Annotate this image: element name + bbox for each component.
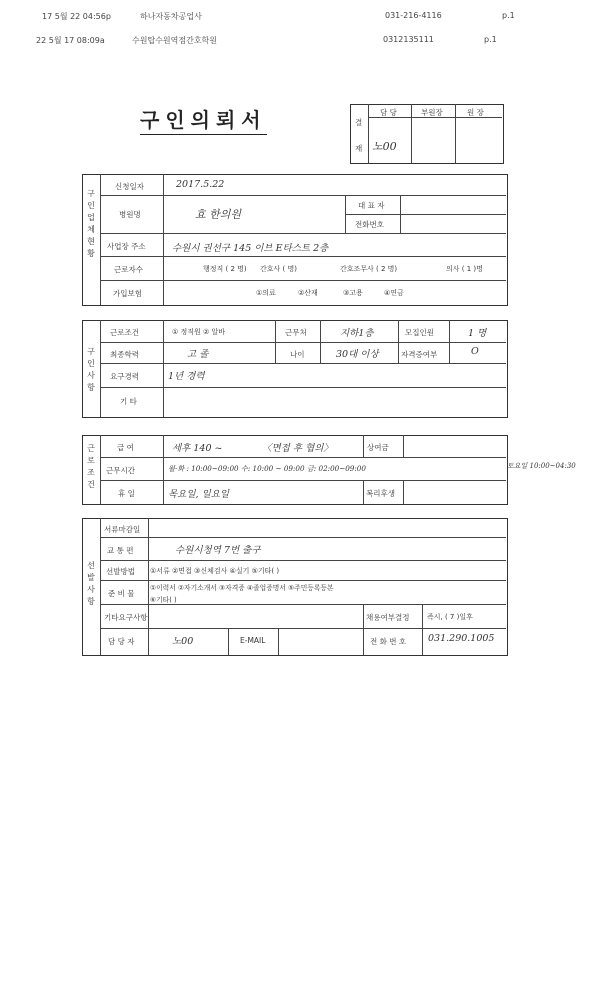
extra-label: 기타요구사항 <box>104 613 148 622</box>
workers-nurse: 간호사 ( 명) <box>260 265 297 273</box>
education-value: 고 졸 <box>187 349 209 360</box>
insurance-accident: ②산재 <box>298 289 318 297</box>
phone-number-label: 전 화 번 호 <box>370 637 407 646</box>
phone-number-value: 031.290.1005 <box>428 633 495 644</box>
fax-sender-1: 하나자동차공업사 <box>140 12 202 21</box>
method-value: ①서류 ②면접 ③신체검사 ④실기 ⑤기타( ) <box>150 567 280 575</box>
workers-admin: 행정직 ( 2 명) <box>203 265 247 273</box>
transport-label: 교 통 편 <box>107 546 134 555</box>
condition-label: 근로조건 <box>110 328 139 337</box>
holiday-label: 휴 일 <box>118 489 135 498</box>
recruit-value: 1 명 <box>468 328 487 339</box>
fax-page-2: p.1 <box>484 35 497 44</box>
insurance-pension: ④연금 <box>384 289 404 297</box>
address-label: 사업장 주소 <box>107 242 146 251</box>
insurance-medical: ①의료 <box>256 289 276 297</box>
fax-phone-1: 031-216-4116 <box>385 11 442 20</box>
ceo-label: 대 표 자 <box>358 201 385 210</box>
salary-label: 급 여 <box>117 443 134 452</box>
decision-value: 즉시, ( 7 )일후 <box>427 613 473 621</box>
page-title: 구인의뢰서 <box>140 104 267 135</box>
workplace-label: 근무처 <box>285 328 307 337</box>
hours-note: 토요일 10:00~04:30 <box>507 462 576 470</box>
approval-header-manager: 담 당 <box>380 108 397 117</box>
career-value: 1년 경력 <box>168 371 205 382</box>
workers-aide: 간호조무사 ( 2 명) <box>340 265 398 273</box>
approval-side-1: 결 <box>355 118 363 127</box>
approval-header-vice: 부원장 <box>421 108 443 117</box>
section-company-label: 구인업체현황 <box>87 189 95 258</box>
docs-line-2: ⑥기타( ) <box>150 596 177 604</box>
contact-value: 노00 <box>172 636 194 647</box>
section-selection-label: 선발사항 <box>87 561 95 606</box>
fax-sender-2: 수원탑수원역점간호학원 <box>132 36 218 45</box>
address-value: 수원시 권선구 145 이브 E타스트 2층 <box>172 243 329 254</box>
welfare-label: 복리후생 <box>366 489 395 498</box>
salary-note: 〈면접 후 협의〉 <box>262 443 333 454</box>
docs-line-1: ①이력서 ②자기소개서 ③자격증 ④졸업증명서 ⑤주민등록등본 <box>150 584 334 592</box>
hours-label: 근무시간 <box>106 466 135 475</box>
transport-value: 수원시청역 7번 출구 <box>175 545 261 556</box>
deadline-label: 서류마감일 <box>104 525 141 534</box>
salary-value: 세후 140 ~ <box>172 443 223 454</box>
fax-page-1: p.1 <box>502 11 515 20</box>
request-date-label: 신청일자 <box>115 182 144 191</box>
holiday-value: 목요일, 일요일 <box>168 489 230 500</box>
age-value: 30대 이상 <box>336 349 379 360</box>
fax-phone-2: 0312135111 <box>383 35 434 44</box>
request-date-value: 2017.5.22 <box>176 179 225 190</box>
hours-value: 월·화 : 10:00~09:00 수: 10:00 ~ 09:00 금: 02:00~09:00 <box>168 464 366 473</box>
workers-doctor: 의사 ( 1 )명 <box>446 265 483 273</box>
approval-side-2: 재 <box>355 144 363 153</box>
approval-signature: 노00 <box>372 140 397 153</box>
hospital-value: 효 한의원 <box>195 208 242 221</box>
education-label: 최종학력 <box>110 350 139 359</box>
workplace-value: 지하1층 <box>340 328 374 339</box>
hospital-label: 병원명 <box>119 210 141 219</box>
fax-time-1: 17 5월 22 04:56p <box>42 12 111 21</box>
insurance-employment: ③고용 <box>343 289 363 297</box>
docs-label: 준 비 물 <box>108 589 135 598</box>
approval-header-director: 원 장 <box>467 108 484 117</box>
decision-label: 채용여부결정 <box>366 613 410 622</box>
recruit-label: 모집인원 <box>405 328 434 337</box>
workers-label: 근로자수 <box>114 265 143 274</box>
section-conditions-label: 근로조건 <box>87 444 95 489</box>
bonus-label: 상여금 <box>367 443 389 452</box>
phone-label: 전화번호 <box>355 220 384 229</box>
license-label: 자격증여부 <box>401 350 438 359</box>
age-label: 나이 <box>290 350 305 359</box>
section-job-label: 구인사항 <box>87 347 95 392</box>
condition-value: ① 정직원 ② 알바 <box>172 328 226 336</box>
license-value: O <box>471 346 479 357</box>
email-label: E-MAIL <box>240 636 266 645</box>
other-label: 기 타 <box>120 397 137 406</box>
contact-label: 담 당 자 <box>108 637 135 646</box>
career-label: 요구경력 <box>110 372 139 381</box>
insurance-label: 가입보험 <box>113 289 142 298</box>
fax-time-2: 22 5월 17 08:09a <box>36 36 105 45</box>
method-label: 선발방법 <box>106 567 135 576</box>
